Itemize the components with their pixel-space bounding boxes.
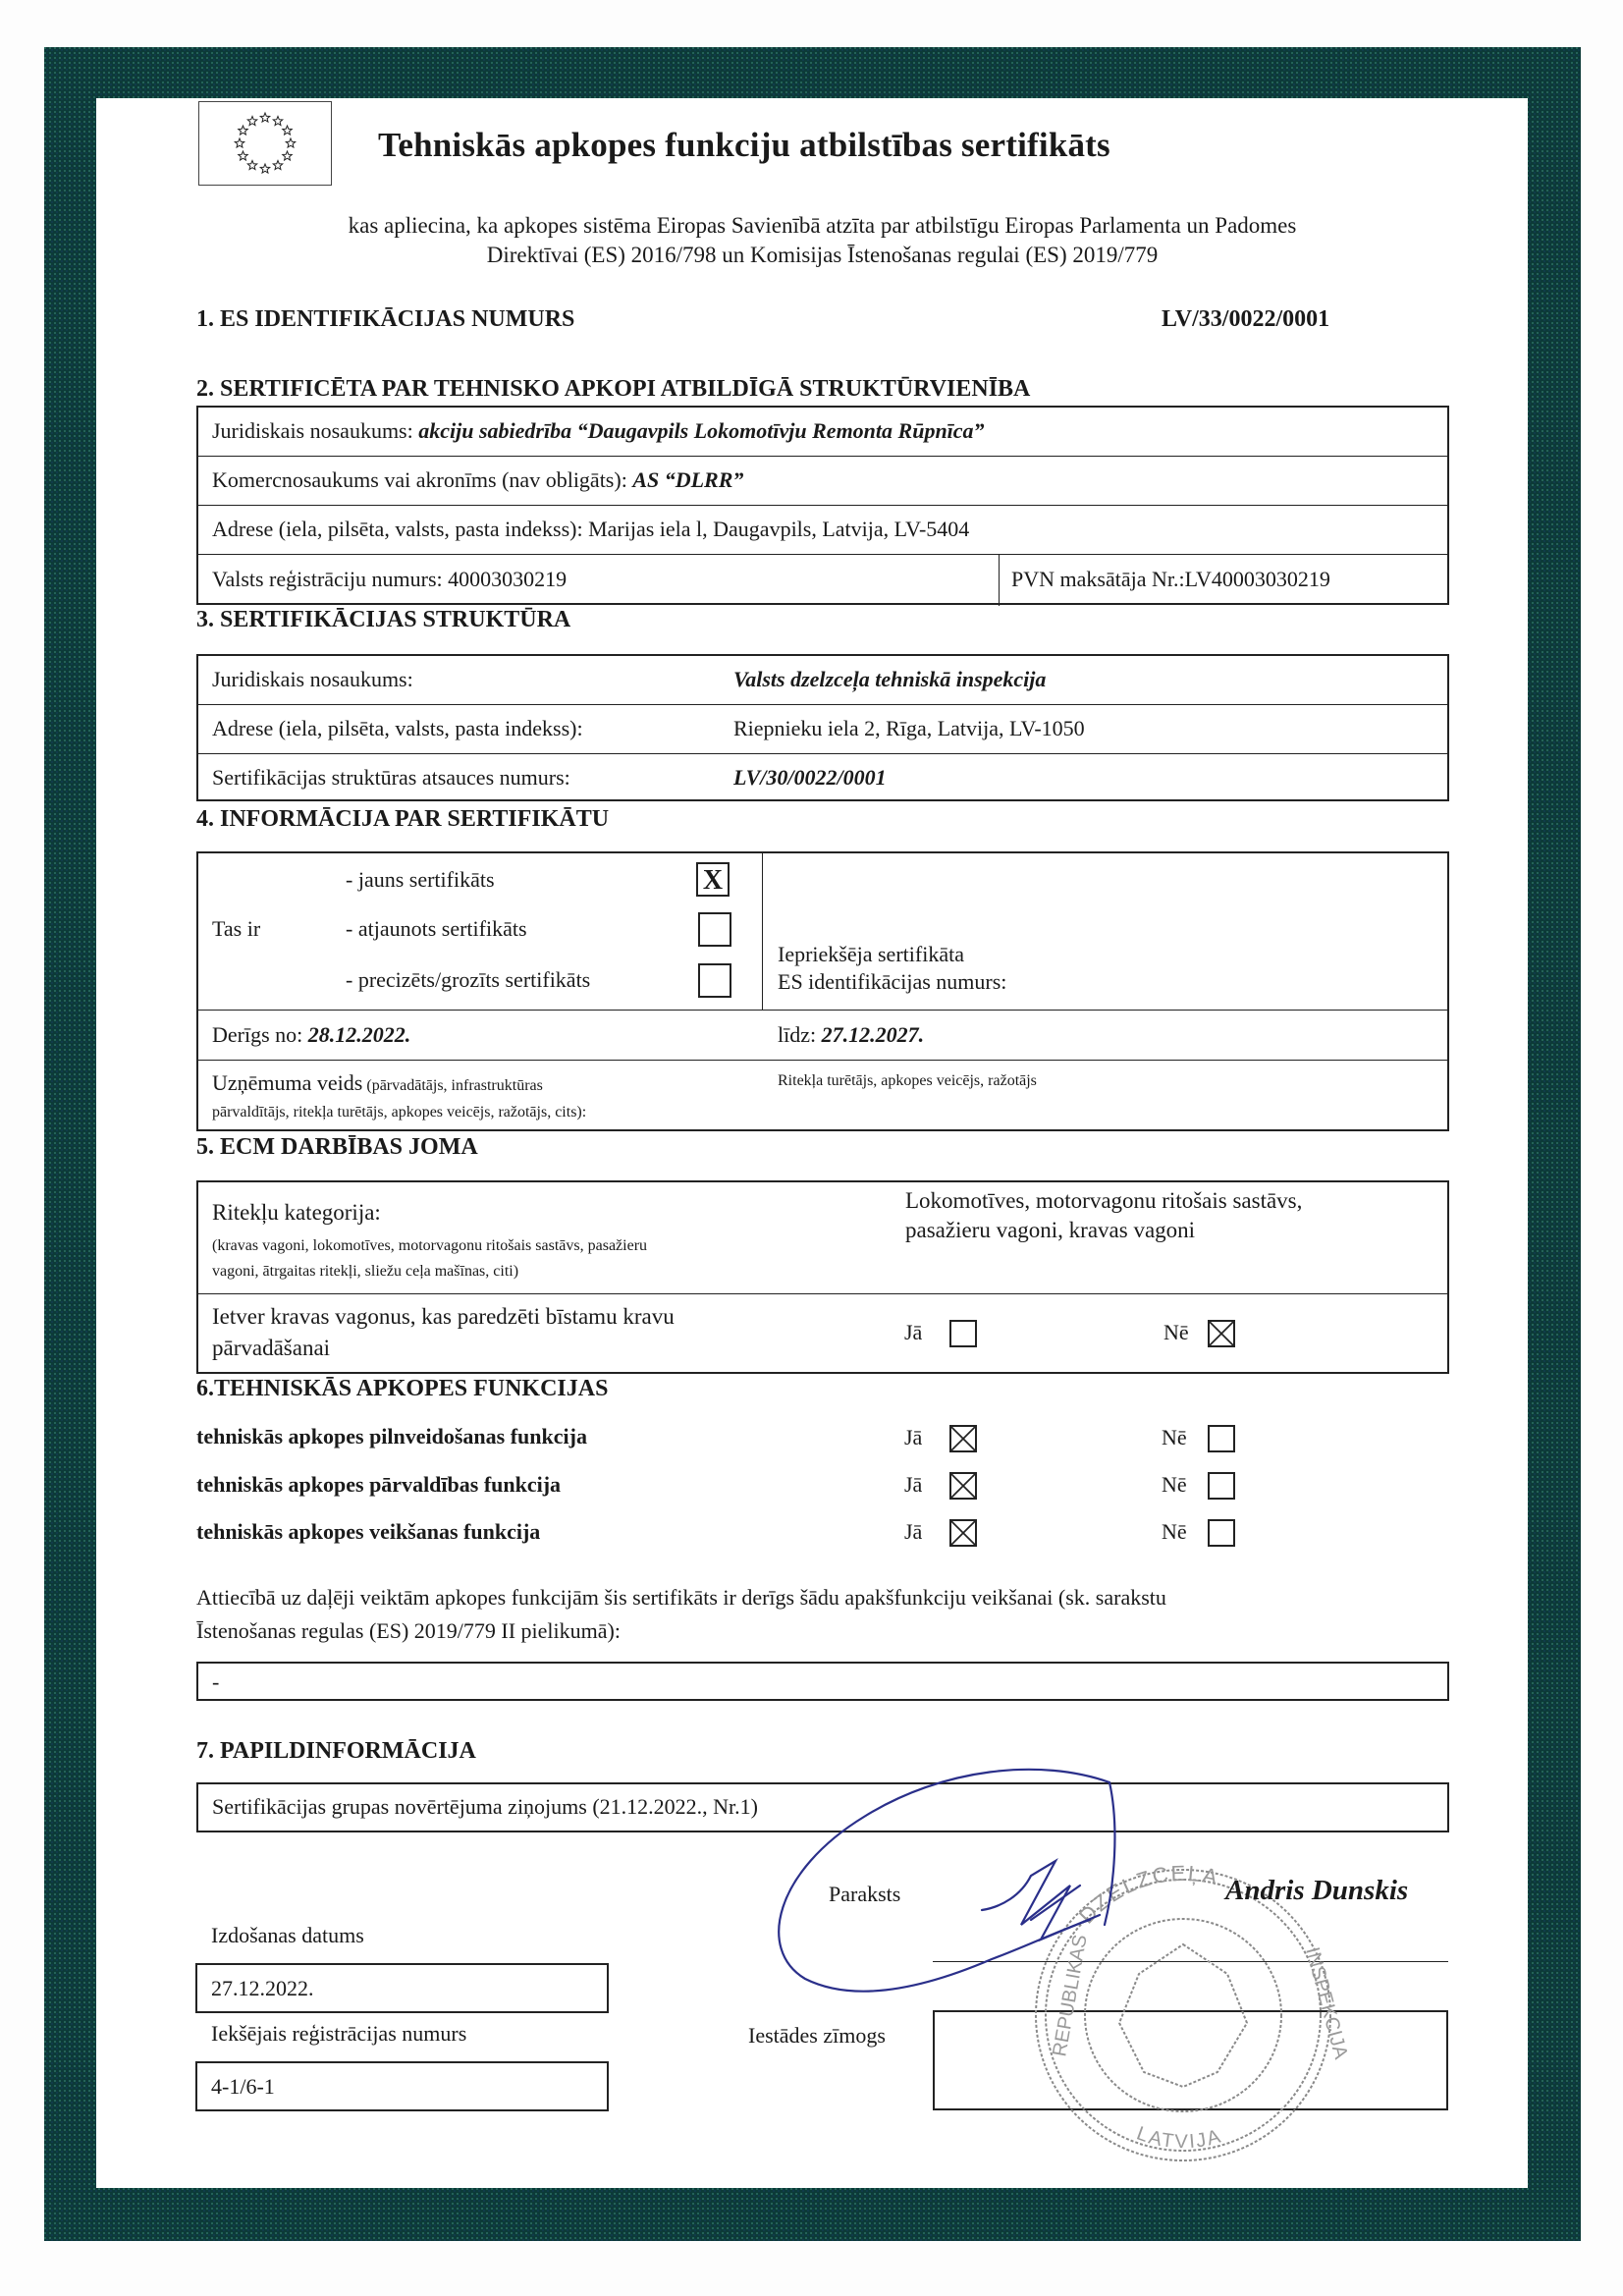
reg-number-value: 40003030219: [448, 567, 568, 591]
stamp-text-right: INSPEKCIJA: [1301, 1944, 1352, 2062]
function-delivery-yes-label: Jā: [904, 1519, 923, 1544]
checkbox-amended-certificate[interactable]: [698, 963, 731, 998]
checkbox-development-no[interactable]: [1208, 1425, 1235, 1452]
checkbox-management-yes[interactable]: [949, 1472, 977, 1500]
dangerous-goods-label-1: Ietver kravas vagonus, kas paredzēti bīstamu kravu: [212, 1304, 675, 1329]
column-divider: [999, 555, 1000, 606]
star-icon: [286, 138, 296, 147]
star-icon: [239, 151, 248, 160]
vehicle-category-label: Ritekļu kategorija:: [212, 1200, 381, 1225]
issue-date-box: [195, 1963, 609, 2013]
checkbox-delivery-yes[interactable]: [949, 1519, 977, 1547]
vehicle-category-value-1: Lokomotīves, motorvagonu ritošais sastāvs,: [905, 1188, 1303, 1213]
issue-date-value: 27.12.2022.: [211, 1976, 314, 2000]
function-delivery-no-label: Nē: [1162, 1519, 1187, 1544]
checkbox-renewed-certificate[interactable]: [698, 912, 731, 947]
section-2-heading: 2. SERTIFICĒTA PAR TEHNISKO APKOPI ATBILDĪGĀ STRUKTŪRVIENĪBA: [196, 376, 1031, 402]
star-icon: [283, 151, 293, 160]
vat-value: LV40003030219: [1184, 567, 1330, 591]
signatory-name: Andris Dunskis: [1225, 1875, 1409, 1906]
internal-reg-label: Iekšējais reģistrācijas numurs: [211, 2021, 467, 2046]
option-amended-label: - precizēts/grozīts sertifikāts: [346, 967, 591, 992]
partial-functions-line-2: Īstenošanas regulas (ES) 2019/779 II pielikumā):: [196, 1618, 621, 1643]
maintenance-entity-table: [196, 406, 1449, 605]
star-icon: [273, 116, 283, 125]
vehicle-category-row: [198, 1182, 1447, 1294]
body-address-value: Riepnieku iela 2, Rīga, Latvija, LV-1050: [733, 716, 1085, 740]
check-cross-icon: [951, 1427, 975, 1450]
vehicle-category-hint-1: (kravas vagoni, lokomotīves, motorvagonu ritošais sastāvs, pasažieru: [212, 1237, 648, 1254]
certificate-title: Tehniskās apkopes funkciju atbilstības sertifikāts: [378, 126, 1110, 164]
vat-label: PVN maksātāja Nr.:: [1011, 567, 1185, 591]
body-legal-name-row: [198, 656, 1447, 705]
check-cross-icon: [1210, 1322, 1233, 1345]
legal-name-label: Juridiskais nosaukums:: [212, 418, 419, 443]
body-legal-name-value: Valsts dzelzceļa tehniskā inspekcija: [733, 667, 1047, 691]
option-new-label: - jauns sertifikāts: [346, 867, 495, 892]
column-divider: [762, 853, 763, 1011]
subtitle-line-1: kas apliecina, ka apkopes sistēma Eiropas Savienībā atzīta par atbilstīgu Eiropas Parlamenta un Padomes: [348, 213, 1297, 238]
internal-reg-value: 4-1/6-1: [211, 2074, 275, 2099]
stamp-label: Iestādes zīmogs: [748, 2023, 886, 2048]
dangerous-goods-label-2: pārvadāšanai: [212, 1336, 331, 1360]
dangerous-goods-row: [198, 1293, 1447, 1375]
es-identification-number: LV/33/0022/0001: [1162, 306, 1330, 332]
stamp-text-bottom: LATVIJA: [1133, 2122, 1225, 2154]
stamp-box: [933, 2010, 1448, 2110]
function-development-no-label: Nē: [1162, 1425, 1187, 1449]
certificate-subtitle: [196, 211, 1448, 270]
certificate-type-row: [198, 853, 1447, 1011]
subtitle-line-2: Direktīvai (ES) 2016/798 un Komisijas Īstenošanas regulai (ES) 2019/779: [486, 243, 1159, 267]
section-6-heading: 6.TEHNISKĀS APKOPES FUNKCIJAS: [196, 1376, 609, 1401]
address-value: Marijas iela l, Daugavpils, Latvija, LV-5404: [588, 517, 970, 541]
company-type-hint-1: (pārvadātājs, infrastruktūras: [362, 1077, 543, 1094]
body-reference-row: [198, 753, 1447, 802]
partial-functions-value: -: [212, 1669, 220, 1694]
check-cross-icon: [951, 1474, 975, 1498]
check-cross-icon: [951, 1521, 975, 1545]
partial-functions-text: [196, 1581, 1463, 1648]
previous-cert-label-1: Iepriekšēja sertifikāta: [778, 942, 964, 966]
trade-name-value: AS “DLRR”: [632, 467, 744, 492]
certification-body-table: [196, 654, 1449, 801]
checkbox-development-yes[interactable]: [949, 1425, 977, 1452]
star-icon: [247, 116, 257, 125]
star-icon: [283, 126, 293, 135]
company-type-row: [198, 1060, 1447, 1132]
trade-name-row: [198, 456, 1447, 506]
ecm-scope-table: [196, 1180, 1449, 1374]
signature-label: Paraksts: [829, 1882, 901, 1906]
checkbox-dangerous-no[interactable]: [1208, 1320, 1235, 1347]
tas-ir-label: Tas ir: [212, 916, 261, 941]
section-5-heading: 5. ECM DARBĪBAS JOMA: [196, 1134, 478, 1160]
function-management-no-label: Nē: [1162, 1472, 1187, 1497]
checkbox-delivery-no[interactable]: [1208, 1519, 1235, 1547]
star-icon: [273, 161, 283, 170]
function-development-yes-label: Jā: [904, 1425, 923, 1449]
body-address-label: Adrese (iela, pilsēta, valsts, pasta indekss):: [212, 716, 583, 740]
dangerous-no-label: Nē: [1163, 1320, 1189, 1344]
body-reference-value: LV/30/0022/0001: [733, 765, 887, 790]
company-type-label: Uzņēmuma veids: [212, 1070, 363, 1095]
function-development-label: tehniskās apkopes pilnveidošanas funkcija: [196, 1424, 587, 1449]
valid-from-label: Derīgs no:: [212, 1022, 308, 1047]
star-icon: [239, 126, 248, 135]
issue-date-label: Izdošanas datums: [211, 1923, 364, 1947]
vehicle-category-value-2: pasažieru vagoni, kravas vagoni: [905, 1218, 1196, 1242]
vehicle-category-hint-2: vagoni, ātrgaitas ritekļi, sliežu ceļa mašīnas, citi): [212, 1263, 519, 1280]
legal-name-row: [198, 408, 1447, 457]
previous-cert-label-2: ES identifikācijas numurs:: [778, 969, 1007, 994]
eu-flag-icon: [198, 101, 332, 186]
signature-line: [933, 1961, 1448, 1962]
address-row: [198, 505, 1447, 555]
checkbox-dangerous-yes[interactable]: [949, 1320, 977, 1347]
partial-functions-line-1: Attiecībā uz daļēji veiktām apkopes funkcijām šis sertifikāts ir derīgs šādu apakšfunkciju veikšanai (sk. sarakstu: [196, 1585, 1166, 1610]
company-type-value: Ritekļa turētājs, apkopes veicējs, ražotājs: [778, 1072, 1037, 1089]
validity-row: [198, 1010, 1447, 1061]
address-label: Adrese (iela, pilsēta, valsts, pasta indekss):: [212, 517, 589, 541]
section-1-heading: 1. ES IDENTIFIKĀCIJAS NUMURS: [196, 306, 575, 332]
internal-reg-box: [195, 2061, 609, 2111]
checkbox-new-certificate[interactable]: X: [696, 862, 730, 897]
valid-from-value: 28.12.2022.: [307, 1022, 411, 1047]
star-icon: [260, 113, 270, 122]
star-icon: [260, 164, 270, 173]
company-type-hint-2: pārvaldītājs, ritekļa turētājs, apkopes veicējs, ražotājs, cits):: [212, 1104, 587, 1121]
legal-name-value: akciju sabiedrība “Daugavpils Lokomotīvju Remonta Rūpnīca”: [418, 418, 985, 443]
body-address-row: [198, 704, 1447, 754]
valid-to-value: 27.12.2027.: [821, 1022, 925, 1047]
star-icon: [247, 161, 257, 170]
function-management-label: tehniskās apkopes pārvaldības funkcija: [196, 1472, 562, 1497]
function-delivery-label: tehniskās apkopes veikšanas funkcija: [196, 1519, 541, 1544]
section-4-heading: 4. INFORMĀCIJA PAR SERTIFIKĀTU: [196, 806, 610, 832]
certificate-info-table: [196, 851, 1449, 1131]
star-icon: [235, 138, 244, 147]
stamp-text-left: REPUBLIKAS: [1049, 1933, 1092, 2058]
partial-functions-box: [196, 1662, 1449, 1701]
registration-row: [198, 554, 1447, 606]
section-3-heading: 3. SERTIFIKĀCIJAS STRUKTŪRA: [196, 607, 571, 632]
dangerous-yes-label: Jā: [904, 1320, 923, 1344]
additional-info-box: [196, 1782, 1449, 1832]
trade-name-label: Komercnosaukums vai akronīms (nav obligāts):: [212, 467, 633, 492]
body-reference-label: Sertifikācijas struktūras atsauces numurs:: [212, 765, 570, 790]
additional-info-value: Sertifikācijas grupas novērtējuma ziņojums (21.12.2022., Nr.1): [212, 1794, 758, 1819]
option-renewed-label: - atjaunots sertifikāts: [346, 916, 527, 941]
reg-number-label: Valsts reģistrāciju numurs:: [212, 567, 449, 591]
checkbox-management-no[interactable]: [1208, 1472, 1235, 1500]
stamp-text-top: DZELZCEĻA: [1073, 1860, 1222, 1929]
function-management-yes-label: Jā: [904, 1472, 923, 1497]
valid-to-label: līdz:: [778, 1022, 822, 1047]
section-7-heading: 7. PAPILDINFORMĀCIJA: [196, 1738, 476, 1764]
body-legal-name-label: Juridiskais nosaukums:: [212, 667, 413, 691]
